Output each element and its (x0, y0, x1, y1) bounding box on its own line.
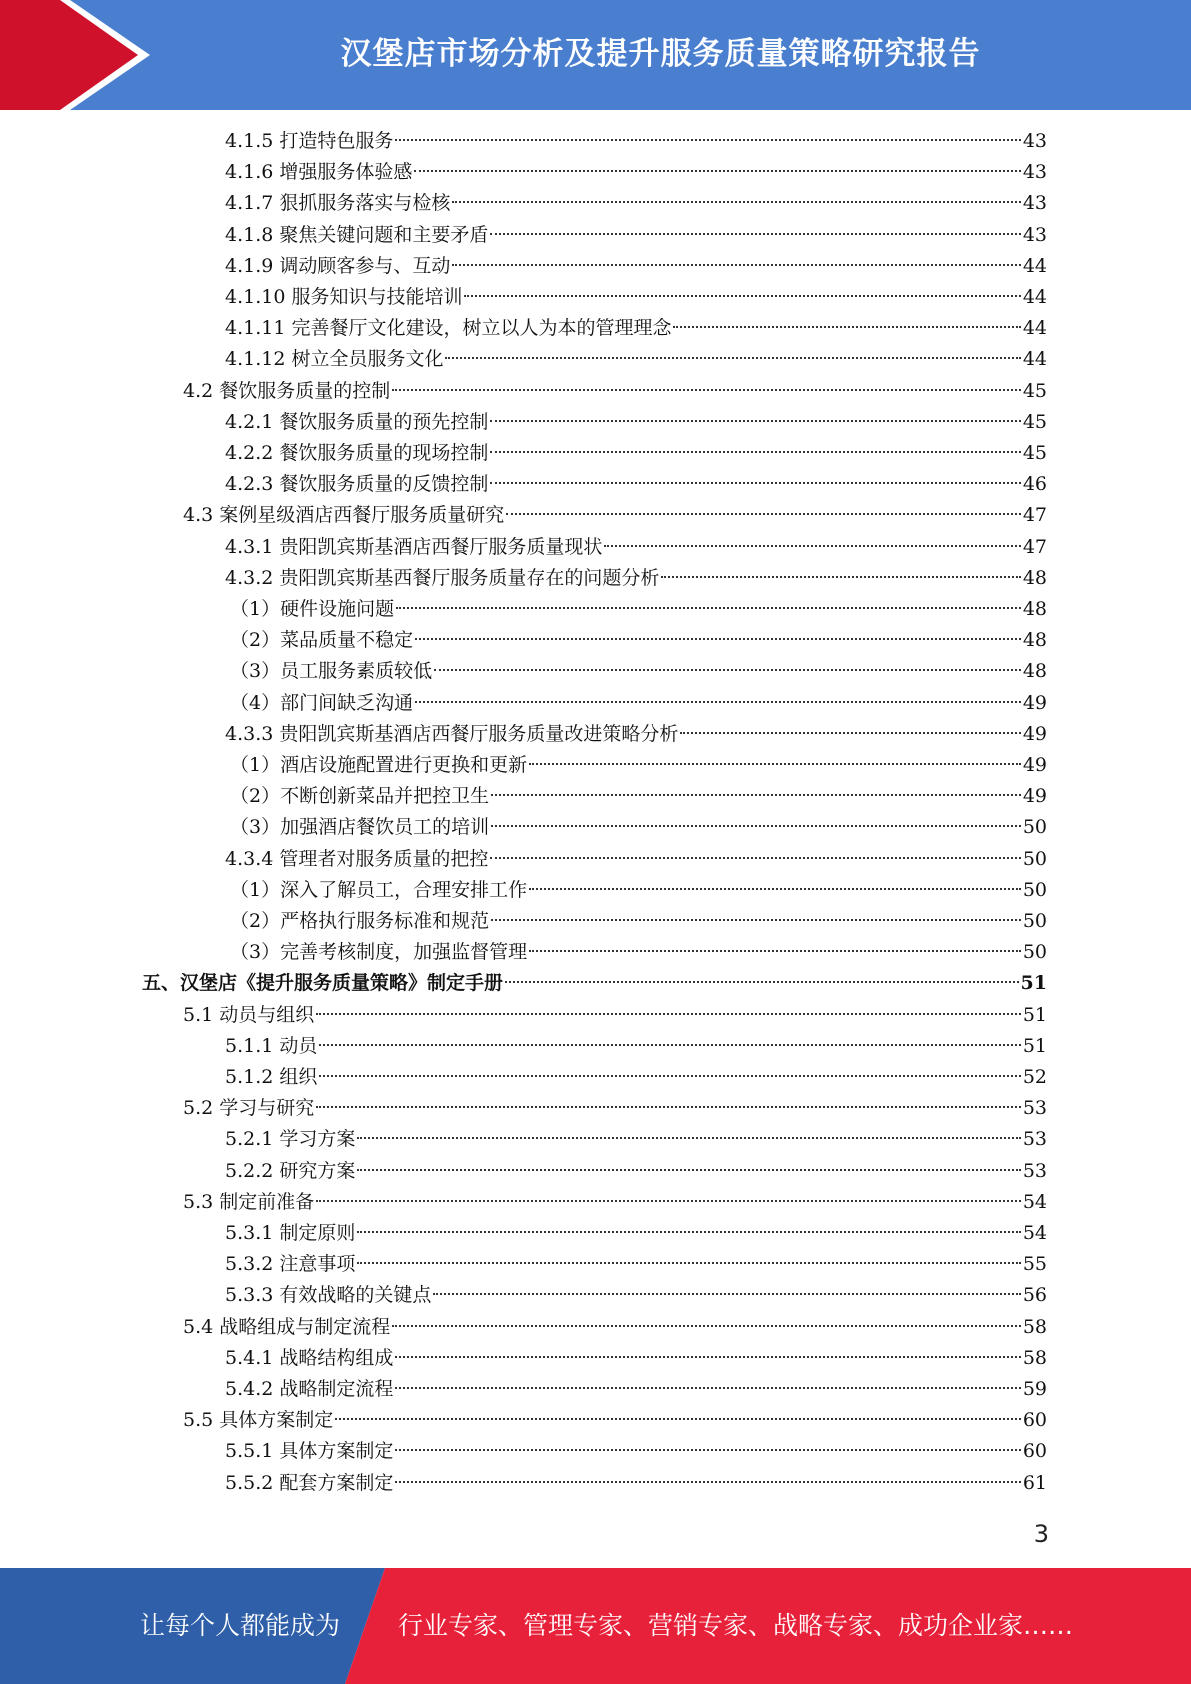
toc-dot-leader (357, 1169, 1020, 1171)
toc-entry-page: 59 (1022, 1378, 1047, 1400)
document-title: 汉堡店市场分析及提升服务质量策略研究报告 (340, 35, 981, 72)
toc-dot-leader (395, 1387, 1020, 1389)
toc-entry-page: 48 (1022, 660, 1047, 683)
toc-dot-leader (529, 950, 1021, 952)
toc-dot-leader (445, 357, 1020, 359)
toc-entry-page: 50 (1022, 816, 1047, 839)
toc-dot-leader (395, 1481, 1020, 1483)
toc-entry-page: 56 (1022, 1284, 1047, 1307)
toc-entry-label: 5.2.2 研究方案 (225, 1159, 356, 1182)
toc-entry-label: 4.1.11 完善餐厅文化建设，树立以人为本的管理理念 (225, 317, 672, 340)
toc-dot-leader (491, 794, 1021, 796)
footer-slogan-right: 行业专家、管理专家、营销专家、战略专家、成功企业家…… (398, 1611, 1074, 1640)
toc-dot-leader (491, 919, 1021, 921)
toc-entry-page: 45 (1022, 379, 1047, 402)
toc-dot-leader (490, 420, 1020, 422)
toc-entry[interactable] (183, 1312, 1047, 1343)
toc-dot-leader (357, 1262, 1020, 1264)
toc-entry-page: 49 (1022, 691, 1047, 714)
toc-dot-leader (414, 170, 1020, 172)
toc-entry-page: 46 (1022, 473, 1047, 496)
toc-entry-label: 4.1.5 打造特色服务 (225, 130, 394, 152)
toc-entry-label: （1）酒店设施配置进行更换和更新 (230, 754, 528, 776)
toc-dot-leader (490, 451, 1020, 453)
toc-entry-page: 53 (1022, 1097, 1047, 1120)
toc-entry-label: （2）不断创新菜品并把控卫生 (230, 785, 490, 808)
toc-entry-page: 43 (1022, 130, 1047, 152)
toc-entry[interactable] (230, 594, 1047, 625)
toc-entry-label: 4.2.1 餐饮服务质量的预先控制 (225, 410, 489, 433)
toc-entry-label: 5.1.1 动员 (225, 1034, 318, 1057)
toc-entry[interactable] (225, 157, 1047, 188)
toc-entry-page: 47 (1022, 504, 1047, 527)
toc-entry-page: 43 (1022, 192, 1047, 215)
toc-entry-label: 5.5.2 配套方案制定 (225, 1471, 394, 1494)
toc-entry-label: （3）加强酒店餐饮员工的培训 (230, 816, 490, 839)
toc-entry-page: 60 (1022, 1409, 1047, 1432)
toc-entry-label: 5.4 战略组成与制定流程 (183, 1315, 391, 1338)
toc-entry[interactable] (183, 1187, 1047, 1218)
toc-entry-page: 53 (1022, 1128, 1047, 1151)
page-number: 3 (1033, 1520, 1049, 1548)
toc-dot-leader (490, 857, 1020, 859)
toc-entry-page: 54 (1022, 1190, 1047, 1213)
toc-dot-leader (395, 139, 1020, 141)
toc-entry-label: 5.5 具体方案制定 (183, 1409, 334, 1432)
toc-entry[interactable] (230, 656, 1047, 687)
toc-entry-label: （4）部门间缺乏沟通 (230, 691, 414, 714)
toc-entry[interactable] (225, 1280, 1047, 1311)
toc-entry[interactable] (225, 407, 1047, 438)
toc-entry[interactable] (225, 188, 1047, 219)
toc-dot-leader (319, 1044, 1020, 1046)
toc-dot-leader (392, 389, 1021, 391)
toc-dot-leader (529, 763, 1021, 765)
toc-dot-leader (490, 482, 1020, 484)
toc-dot-leader (433, 1293, 1020, 1295)
toc-entry[interactable] (183, 1000, 1047, 1031)
toc-entry-page: 44 (1022, 286, 1047, 308)
toc-entry-page: 54 (1022, 1222, 1047, 1244)
toc-dot-leader (319, 1075, 1020, 1077)
toc-entry-page: 48 (1022, 629, 1047, 652)
toc-entry-label: 4.3.3 贵阳凯宾斯基酒店西餐厅服务质量改进策略分析 (225, 722, 679, 745)
toc-dot-leader (680, 732, 1020, 734)
toc-dot-leader (490, 233, 1020, 235)
toc-dot-leader (396, 607, 1021, 609)
toc-entry-label: 4.3.4 管理者对服务质量的把控 (225, 847, 489, 870)
toc-dot-leader (434, 669, 1021, 671)
toc-entry[interactable] (225, 1468, 1047, 1499)
toc-entry[interactable] (225, 532, 1047, 563)
toc-entry-label: 5.4.2 战略制定流程 (225, 1378, 394, 1400)
toc-entry[interactable] (230, 906, 1047, 937)
toc-dot-leader (604, 545, 1020, 547)
toc-entry[interactable] (225, 1124, 1047, 1155)
toc-entry-label: 4.1.10 服务知识与技能培训 (225, 286, 463, 308)
toc-entry[interactable] (225, 126, 1047, 157)
toc-dot-leader (452, 264, 1020, 266)
toc-entry-label: （1）硬件设施问题 (230, 598, 395, 620)
toc-entry[interactable] (225, 1218, 1047, 1249)
toc-entry-label: 4.1.8 聚焦关键问题和主要矛盾 (225, 223, 489, 246)
toc-entry-label: 4.1.9 调动顾客参与、互动 (225, 254, 451, 277)
toc-entry-label: 4.2 餐饮服务质量的控制 (183, 379, 391, 402)
toc-entry-label: （3）完善考核制度，加强监督管理 (230, 941, 528, 964)
toc-entry-label: 5.4.1 战略结构组成 (225, 1346, 394, 1369)
toc-entry-page: 55 (1022, 1253, 1047, 1276)
toc-entry-label: 4.1.6 增强服务体验感 (225, 161, 413, 184)
toc-dot-leader (505, 981, 1019, 983)
toc-dot-leader (392, 1325, 1021, 1327)
toc-entry-label: 4.1.12 树立全员服务文化 (225, 348, 444, 371)
toc-entry[interactable] (225, 1436, 1047, 1467)
toc-dot-leader (661, 576, 1020, 578)
toc-entry-page: 60 (1022, 1440, 1047, 1463)
toc-dot-leader (316, 1106, 1021, 1108)
toc-entry-label: 5.3.2 注意事项 (225, 1253, 356, 1276)
toc-entry-page: 47 (1022, 535, 1047, 558)
toc-entry-label: 5.5.1 具体方案制定 (225, 1440, 394, 1463)
toc-entry-page: 49 (1022, 722, 1047, 745)
toc-dot-leader (395, 1356, 1020, 1358)
toc-entry-label: 5.2 学习与研究 (183, 1097, 315, 1120)
toc-entry[interactable] (230, 688, 1047, 719)
toc-entry-label: 5.2.1 学习方案 (225, 1128, 356, 1151)
toc-entry-page: 51 (1022, 1034, 1047, 1057)
toc-entry[interactable] (225, 469, 1047, 500)
toc-entry-label: 4.2.2 餐饮服务质量的现场控制 (225, 442, 489, 464)
toc-entry-page: 50 (1022, 910, 1047, 932)
toc-entry-label: 4.2.3 餐饮服务质量的反馈控制 (225, 473, 489, 496)
toc-entry-label: 5.3.1 制定原则 (225, 1222, 356, 1244)
toc-entry-page: 43 (1022, 161, 1047, 184)
toc-entry[interactable] (225, 1374, 1047, 1405)
toc-entry[interactable] (230, 875, 1047, 906)
toc-entry-page: 45 (1022, 410, 1047, 433)
toc-entry-page: 49 (1022, 754, 1047, 776)
toc-entry[interactable] (225, 719, 1047, 750)
toc-entry-label: 4.3.2 贵阳凯宾斯基西餐厅服务质量存在的问题分析 (225, 566, 660, 589)
toc-entry[interactable] (225, 220, 1047, 251)
header-arrow-graphic (0, 0, 160, 110)
toc-entry-page: 44 (1022, 317, 1047, 340)
toc-entry[interactable] (225, 1031, 1047, 1062)
toc-entry[interactable] (142, 968, 1047, 999)
toc-entry[interactable] (225, 251, 1047, 282)
toc-entry-page: 50 (1022, 878, 1047, 901)
footer-band (0, 1568, 1191, 1684)
toc-entry[interactable] (225, 438, 1047, 469)
toc-entry[interactable] (230, 937, 1047, 968)
toc-entry-page: 48 (1022, 598, 1047, 620)
toc-dot-leader (673, 326, 1020, 328)
toc-dot-leader (415, 701, 1021, 703)
header-arrow-red (0, 0, 138, 110)
toc-entry[interactable] (225, 1343, 1047, 1374)
toc-entry[interactable] (225, 844, 1047, 875)
footer-slogan-left: 让每个人都能成为 (140, 1611, 341, 1640)
toc-entry[interactable] (183, 1093, 1047, 1124)
toc-entry[interactable] (225, 1249, 1047, 1280)
toc-entry-label: 5.1.2 组织 (225, 1066, 318, 1088)
header-band (0, 0, 1191, 110)
toc-entry-page: 51 (1022, 1003, 1047, 1026)
toc-entry[interactable] (225, 563, 1047, 594)
toc-entry-page: 44 (1022, 348, 1047, 371)
toc-entry-label: 4.3 案例星级酒店西餐厅服务质量研究 (183, 504, 505, 527)
toc-entry-page: 44 (1022, 254, 1047, 277)
toc-dot-leader (357, 1137, 1020, 1139)
toc-entry[interactable] (183, 1405, 1047, 1436)
toc-dot-leader (316, 1200, 1021, 1202)
toc-entry-page: 50 (1022, 847, 1047, 870)
toc-entry-page: 43 (1022, 223, 1047, 246)
toc-dot-leader (464, 295, 1020, 297)
toc-entry[interactable] (230, 812, 1047, 843)
toc-dot-leader (491, 825, 1021, 827)
toc-dot-leader (529, 888, 1021, 890)
toc-entry-label: 5.1 动员与组织 (183, 1003, 315, 1026)
toc-dot-leader (316, 1013, 1021, 1015)
toc-entry-label: （3）员工服务素质较低 (230, 660, 433, 683)
toc-entry-page: 51 (1020, 972, 1047, 995)
toc-entry[interactable] (225, 1062, 1047, 1093)
toc-entry-page: 50 (1022, 941, 1047, 964)
toc-entry-label: （2）菜品质量不稳定 (230, 629, 414, 652)
toc-entry-label: 5.3 制定前准备 (183, 1190, 315, 1213)
toc-entry[interactable] (225, 313, 1047, 344)
toc-dot-leader (335, 1418, 1021, 1420)
toc-entry[interactable] (230, 781, 1047, 812)
toc-dot-leader (395, 1449, 1020, 1451)
toc-entry[interactable] (183, 500, 1047, 531)
toc-entry[interactable] (230, 750, 1047, 781)
toc-entry-page: 58 (1022, 1346, 1047, 1369)
toc-entry-label: 4.1.7 狠抓服务落实与检核 (225, 192, 451, 215)
toc-entry-page: 53 (1022, 1159, 1047, 1182)
toc-entry[interactable] (225, 344, 1047, 375)
toc-entry-page: 58 (1022, 1315, 1047, 1338)
toc-entry[interactable] (225, 282, 1047, 313)
toc-dot-leader (415, 638, 1021, 640)
toc-entry-page: 45 (1022, 442, 1047, 464)
toc-entry[interactable] (225, 1156, 1047, 1187)
toc-entry[interactable] (230, 625, 1047, 656)
toc-entry[interactable] (183, 376, 1047, 407)
toc-dot-leader (452, 201, 1020, 203)
toc-entry-label: 5.3.3 有效战略的关键点 (225, 1284, 432, 1307)
toc-entry-page: 48 (1022, 566, 1047, 589)
toc-entry-page: 52 (1022, 1066, 1047, 1088)
toc-entry-page: 49 (1022, 785, 1047, 808)
toc-entry-page: 61 (1022, 1471, 1047, 1494)
toc-entry-label: 4.3.1 贵阳凯宾斯基酒店西餐厅服务质量现状 (225, 535, 603, 558)
toc-dot-leader (506, 513, 1021, 515)
toc-entry-label: （2）严格执行服务标准和规范 (230, 910, 490, 932)
toc-dot-leader (357, 1231, 1020, 1233)
toc-entry-label: （1）深入了解员工，合理安排工作 (230, 878, 528, 901)
toc-entry-label: 五、汉堡店《提升服务质量策略》制定手册 (142, 972, 504, 995)
